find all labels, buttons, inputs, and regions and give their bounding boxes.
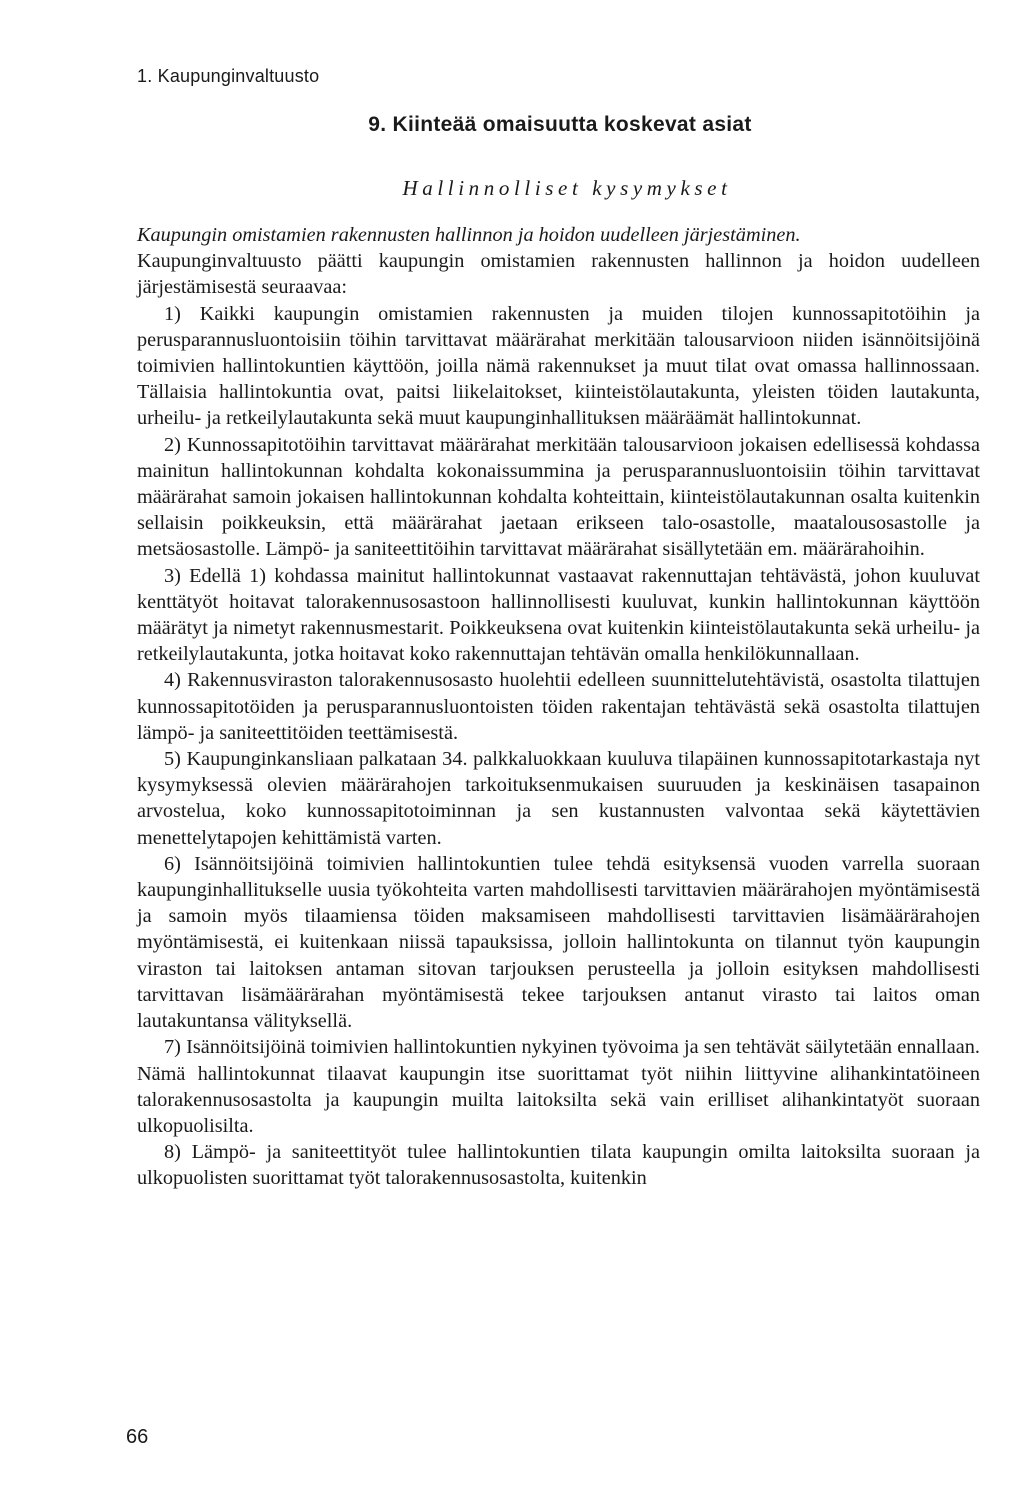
item-title: Kaupungin omistamien rakennusten hallinnon ja hoidon uudelleen järjestäminen.: [137, 224, 801, 246]
page-number: 66: [126, 1426, 149, 1448]
paragraph-5: 5) Kaupunginkansliaan palkataan 34. palkkaluokkaan kuuluva tilapäinen kunnossapitotarkastaja nyt kysymyksessä olevien määrärahojen tarkoituksenmukaisen suuruuden ja keskinäisen tasapainon arvostelua, koko kunnossapitotoiminnan ja sen kustannusten valvontaa sekä käytettävien menettelytapojen kehittämistä varten.: [137, 748, 980, 849]
paragraph-2: 2) Kunnossapitotöihin tarvittavat määrärahat merkitään talousarvioon jokaisen edellisessä kohdassa mainitun hallintokunnan kohdalta kokonaissummina ja perusparannusluontoisiin töihin tarvittavat määrärahat samoin jokaisen hallintokunnan kohdalta kohteittain, kiinteistölautakunnan osalta kuitenkin sellaisin poikkeuksin, että määrärahat jaetaan erikseen talo-osastolle, maatalousosastolle ja metsäosastolle. Lämpö- ja saniteettitöihin tarvittavat määrärahat sisällytetään em. määrärahoihin.: [137, 433, 980, 561]
section-title: 9. Kiinteää omaisuutta koskevat asiat: [368, 113, 752, 136]
subsection-title: Hallinnolliset kysymykset: [402, 176, 732, 200]
intro-paragraph: Kaupunginvaltuusto päätti kaupungin omistamien rakennusten hallinnon ja hoidon uudelleen järjestämisestä seuraavaa:: [137, 250, 980, 299]
paragraph-3: 3) Edellä 1) kohdassa mainitut hallintokunnat vastaavat rakennuttajan tehtävästä, johon kuuluvat kenttätyöt hoitavat talorakennusosastoon hallinnollisesti kuuluvat, kunkin hallintokunnan käyttöön määrätyt ja nimetyt rakennusmestarit. Poikkeuksena ovat kuitenkin kiinteistölautakunta sekä urheilu- ja retkeilylautakunta, jotka hoitavat koko rakennuttajan tehtävän omalla henkilökunnallaan.: [137, 564, 980, 666]
paragraph-8: 8) Lämpö- ja saniteettityöt tulee hallintokuntien tilata kaupungin omilta laitoksilta suoraan ja ulkopuolisten suorittamat työt talorakennusosastolta, kuitenkin: [137, 1141, 980, 1190]
running-header: 1. Kaupunginvaltuusto: [137, 66, 320, 86]
body-text: [137, 222, 980, 1192]
paragraph-1: 1) Kaikki kaupungin omistamien rakennusten ja muiden tilojen kunnossapitotöihin ja perusparannusluontoisiin töihin tarvittavat määrärahat merkitään talousarvioon niiden isännöitsijöinä toimivien hallintokuntien käyttöön, joilla nämä rakennukset ja muut tilat ovat omassa hallinnossaan. Tällaisia hallintokuntia ovat, paitsi liikelaitokset, kiinteistölautakunta, yleisten töiden lautakunta, urheilu- ja retkeilylautakunta sekä muut kaupunginhallituksen määräämät hallintokunnat.: [137, 302, 980, 430]
paragraph-6: 6) Isännöitsijöinä toimivien hallintokuntien tulee tehdä esityksensä vuoden varrella suoraan kaupunginhallitukselle uusia työkohteita varten mahdollisesti tarvittavien määrärahojen myöntämisestä ja samoin myös tilaamiensa töiden maksamiseen mahdollisesti tarvittavien lisämäärärahojen myöntämisestä, ei kuitenkaan niissä tapauksissa, jolloin hallintokunta on tilannut työn kaupungin viraston tai laitoksen antaman sitovan tarjouksen perusteella ja jolloin esityksen mahdollisesti tarvittavan lisämäärärahan myöntämisestä tekee tarjouksen antanut virasto tai laitos oman lautakuntansa välityksellä.: [137, 852, 980, 1033]
paragraph-7: 7) Isännöitsijöinä toimivien hallintokuntien nykyinen työvoima ja sen tehtävät säilytetään ennallaan. Nämä hallintokunnat tilaavat kaupungin itse suorittamat työt niihin liittyvine alihankintatöineen talorakennusosastolta ja kaupungin muilta laitoksilta sekä vain erilliset alihankintatyöt suoraan ulkopuolisilta.: [137, 1036, 980, 1137]
paragraph-4: 4) Rakennusviraston talorakennusosasto huolehtii edelleen suunnittelutehtävistä, osastolta tilattujen kunnossapitotöiden ja perusparannusluontoisten töiden rakentajan tehtävästä sekä osastolta tilattujen lämpö- ja saniteettitöiden teettämisestä.: [137, 669, 980, 744]
